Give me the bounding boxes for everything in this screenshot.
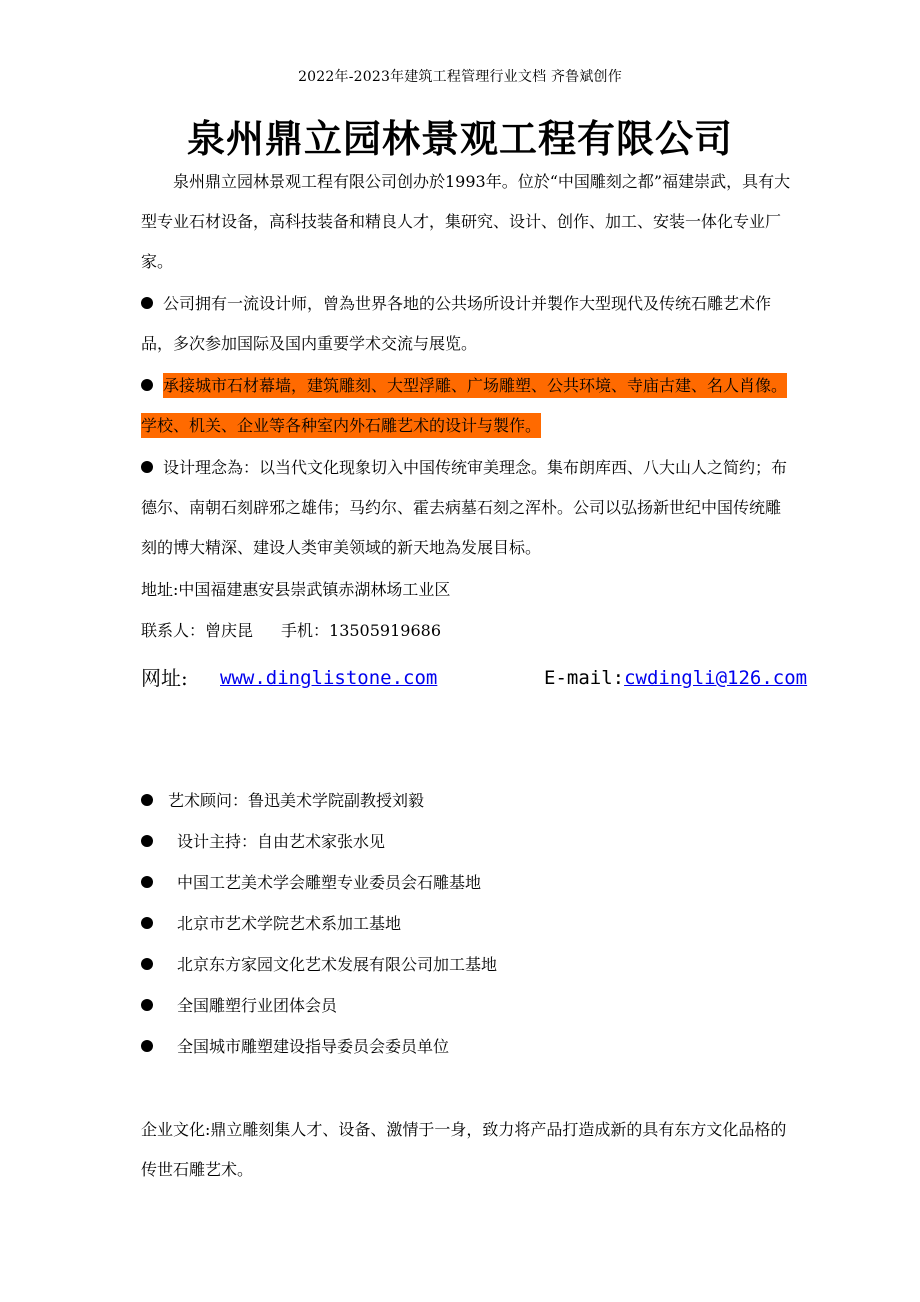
paragraph-designers: [141, 284, 791, 364]
list-item: 北京东方家园文化艺术发展有限公司加工基地: [141, 944, 791, 985]
email-label: E-mail:: [544, 667, 625, 689]
header-note: 2022年-2023年建筑工程管理行业文档 齐鲁斌创作: [298, 69, 622, 85]
credentials-list: [141, 780, 791, 1067]
bullet-icon: [141, 917, 153, 929]
bullet-icon: [141, 835, 153, 847]
paragraph-design-concept-text: 设计理念為：以当代文化现象切入中国传统审美理念。集布朗库西、八大山人之简约；布德尔、南朝石刻辟邪之雄伟；马约尔、霍去病墓石刻之浑朴。公司以弘扬新世纪中国传统雕刻的博大精深、建设人类审美领域的新天地為发展目标。: [141, 458, 788, 557]
email-link[interactable]: cwdingli@126.com: [624, 667, 808, 689]
corporate-culture: 企业文化:鼎立雕刻集人才、设备、激情于一身，致力将产品打造成新的具有东方文化品格的传世石雕艺术。: [141, 1120, 787, 1179]
list-item: 北京市艺术学院艺术系加工基地: [141, 903, 791, 944]
bullet-icon: [141, 297, 153, 309]
contact-line: [141, 611, 791, 651]
list-item: 中国工艺美术学会雕塑专业委员会石雕基地: [141, 862, 791, 903]
website-link[interactable]: www.dinglistone.com: [220, 667, 438, 689]
bullet-icon: [141, 794, 153, 806]
bullet-icon: [141, 461, 153, 473]
contact-person: 联系人：曾庆昆: [141, 621, 254, 640]
bullet-icon: [141, 876, 153, 888]
bullet-icon: [141, 999, 153, 1011]
intro-paragraph: 泉州鼎立园林景观工程有限公司创办於1993年。位於“中国雕刻之都”福建崇武，具有大型专业石材设备，高科技装备和精良人才，集研究、设计、创作、加工、安装一体化专业厂家。: [141, 172, 791, 271]
list-item: 设计主持：自由艺术家张水见: [141, 821, 791, 862]
email-row: [544, 660, 807, 696]
paragraph-designers-text: 公司拥有一流设计师，曾為世界各地的公共场所设计并製作大型现代及传统石雕艺术作品，多次参加国际及国内重要学术交流与展览。: [141, 294, 772, 353]
bullet-icon: [141, 958, 153, 970]
address: 地址:中国福建惠安县崇武镇赤湖林场工业区: [141, 580, 451, 599]
paragraph-services: [141, 366, 791, 446]
bullet-icon: [141, 1040, 153, 1052]
paragraph-design-concept: [141, 448, 791, 568]
highlighted-services-text: 承接城市石材幕墙，建筑雕刻、大型浮雕、广场雕塑、公共环境、寺庙古建、名人肖像。学校、机关、企业等各种室内外石雕艺术的设计与製作。: [141, 373, 787, 438]
bullet-icon: [141, 379, 153, 391]
website-label: 网址:: [141, 666, 188, 690]
list-item: 全国城市雕塑建设指导委员会委员单位: [141, 1026, 791, 1067]
page-title: 泉州鼎立园林景观工程有限公司: [186, 117, 733, 161]
list-item: 艺术顾问：鲁迅美术学院副教授刘毅: [141, 780, 791, 821]
web-row: [141, 660, 821, 696]
contact-phone: 手机：13505919686: [281, 621, 441, 640]
list-item: 全国雕塑行业团体会员: [141, 985, 791, 1026]
